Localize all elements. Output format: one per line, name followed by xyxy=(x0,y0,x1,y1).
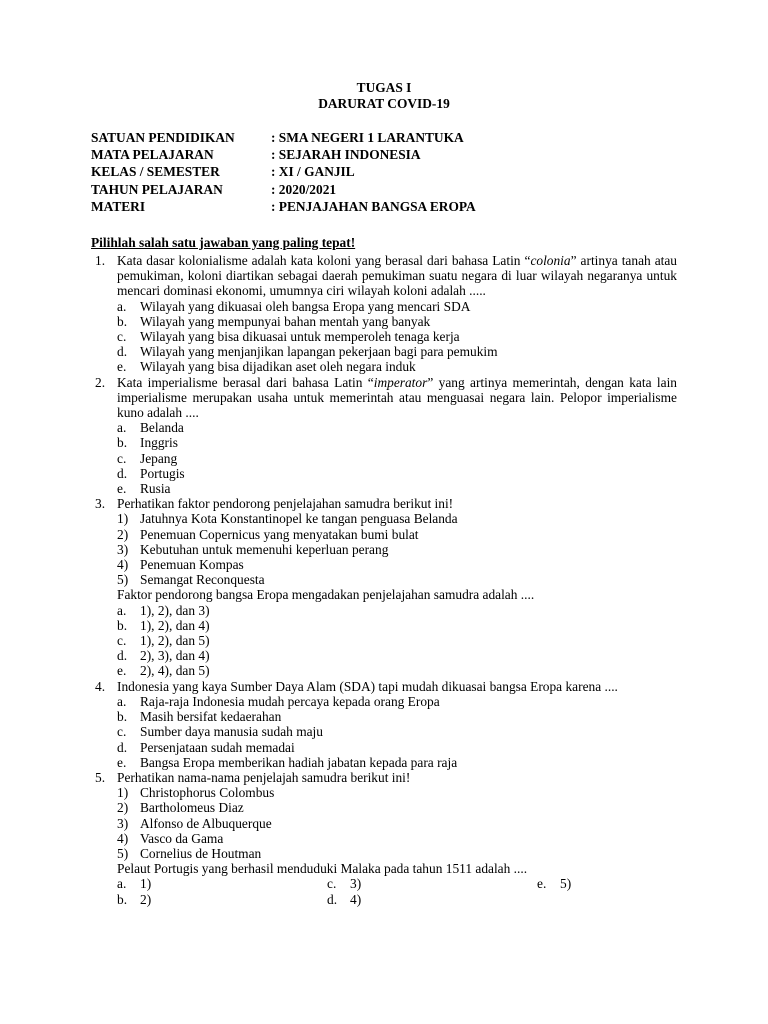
meta-label: MATA PELAJARAN xyxy=(91,147,214,163)
meta-label: MATERI xyxy=(91,198,146,214)
option-a: a. Raja-raja Indonesia mudah percaya kepada orang Eropa xyxy=(117,693,440,709)
factor-list xyxy=(117,511,677,587)
option-b: b. Wilayah yang mempunyai bahan mentah yang banyak xyxy=(117,313,431,329)
meta-row-year xyxy=(91,182,691,199)
meta-label: TAHUN PELAJARAN xyxy=(91,181,223,197)
factor-item: 5) Semangat Reconquesta xyxy=(117,572,265,588)
option-c: c. 1), 2), dan 5) xyxy=(117,633,210,649)
option-d: d. Persenjataan sudah memadai xyxy=(117,739,295,755)
option-e: e. Rusia xyxy=(117,481,171,497)
meta-row-school xyxy=(91,130,691,147)
identity-table xyxy=(91,130,691,216)
option-b: b. Inggris xyxy=(117,435,178,451)
meta-value: : SEJARAH INDONESIA xyxy=(271,147,421,163)
explorer-list xyxy=(117,785,677,861)
option-e: e. Wilayah yang bisa dijadikan aset oleh negara induk xyxy=(117,359,416,375)
option-c: c. Sumber daya manusia sudah maju xyxy=(117,724,323,740)
explorer-item: 4) Vasco da Gama xyxy=(117,830,224,846)
option-e: e. 5) xyxy=(537,876,572,892)
option-d: d. Portugis xyxy=(117,465,185,481)
option-d: d. 2), 3), dan 4) xyxy=(117,648,210,664)
question-text: Kata dasar kolonialisme adalah kata koloni yang berasal dari bahasa Latin “colonia” artinya tanah atau pemukiman, koloni diartikan sebagai daerah pemukiman suatu negara di luar wilayah negaranya untuk mencari dominasi ekonomi, umumnya ciri wilayah koloni adalah ..... xyxy=(117,253,677,299)
question-1 xyxy=(91,253,677,375)
question-3 xyxy=(91,496,677,678)
meta-row-subject xyxy=(91,147,691,164)
option-a: a. 1) xyxy=(117,876,152,892)
explorer-item: 2) Bartholomeus Diaz xyxy=(117,800,244,816)
question-prompt: Faktor pendorong bangsa Eropa mengadakan penjelajahan samudra adalah .... xyxy=(117,587,535,603)
document-title: TUGAS I xyxy=(356,80,412,95)
option-a: a. Wilayah yang dikuasai oleh bangsa Eropa yang mencari SDA xyxy=(117,298,471,314)
question-text: Indonesia yang kaya Sumber Daya Alam (SDA) tapi mudah dikuasai bangsa Eropa karena .... xyxy=(117,678,618,694)
factor-item: 2) Penemuan Copernicus yang menyatakan bumi bulat xyxy=(117,526,419,542)
question-text: Perhatikan nama-nama penjelajah samudra berikut ini! xyxy=(117,769,411,785)
meta-value: : 2020/2021 xyxy=(271,181,337,197)
factor-item: 4) Penemuan Kompas xyxy=(117,557,244,573)
option-c: c. 3) xyxy=(327,876,362,892)
option-a: a. Belanda xyxy=(117,420,184,436)
question-number: 2. xyxy=(95,374,106,390)
option-e: e. Bangsa Eropa memberikan hadiah jabatan kepada para raja xyxy=(117,754,458,770)
option-list xyxy=(117,420,677,496)
option-c: c. Jepang xyxy=(117,450,178,466)
explorer-item: 5) Cornelius de Houtman xyxy=(117,845,262,861)
explorer-item: 1) Christophorus Colombus xyxy=(117,785,275,801)
option-a: a. 1), 2), dan 3) xyxy=(117,602,210,618)
meta-value: : PENJAJAHAN BANGSA EROPA xyxy=(271,198,476,214)
question-text: Perhatikan faktor pendorong penjelajahan samudra berikut ini! xyxy=(117,496,454,512)
meta-value: : XI / GANJIL xyxy=(271,164,355,180)
question-list xyxy=(91,253,677,907)
option-d: d. 4) xyxy=(327,891,362,907)
document-subtitle: DARURAT COVID-19 xyxy=(318,96,450,111)
question-text: Kata imperialisme berasal dari bahasa Latin “imperator” yang artinya memerintah, dengan kata lain imperialisme merupakan usaha untuk memerintah atau menguasai negara lain. Pelopor imperialisme kuno adalah .... xyxy=(117,374,677,421)
meta-row-topic xyxy=(91,199,691,216)
option-list xyxy=(117,299,677,375)
question-number: 5. xyxy=(95,769,106,785)
question-prompt: Pelaut Portugis yang berhasil menduduki Malaka pada tahun 1511 adalah .... xyxy=(117,861,528,877)
instruction-text: Pilihlah salah satu jawaban yang paling tepat! xyxy=(91,235,356,250)
meta-value: : SMA NEGERI 1 LARANTUKA xyxy=(271,130,464,145)
option-b: b. 1), 2), dan 4) xyxy=(117,617,210,633)
option-d: d. Wilayah yang menjanjikan lapangan pekerjaan bagi para pemukim xyxy=(117,344,498,360)
option-list xyxy=(117,603,677,679)
question-2 xyxy=(91,375,677,497)
option-c: c. Wilayah yang bisa dikuasai untuk memperoleh tenaga kerja xyxy=(117,329,460,345)
factor-item: 3) Kebutuhan untuk memenuhi keperluan perang xyxy=(117,541,389,557)
meta-label: KELAS / SEMESTER xyxy=(91,164,220,180)
option-e: e. 2), 4), dan 5) xyxy=(117,663,210,679)
question-number: 4. xyxy=(95,678,106,694)
meta-row-class xyxy=(91,164,691,181)
option-list xyxy=(117,694,677,770)
option-grid xyxy=(117,876,677,906)
question-4 xyxy=(91,679,677,770)
meta-label: SATUAN PENDIDIKAN xyxy=(91,130,235,145)
option-b: b. Masih bersifat kedaerahan xyxy=(117,709,282,725)
factor-item: 1) Jatuhnya Kota Konstantinopel ke tangan penguasa Belanda xyxy=(117,511,458,527)
explorer-item: 3) Alfonso de Albuquerque xyxy=(117,815,272,831)
option-b: b. 2) xyxy=(117,891,152,907)
question-number: 1. xyxy=(95,253,106,268)
question-number: 3. xyxy=(95,496,106,512)
question-5 xyxy=(91,770,677,907)
